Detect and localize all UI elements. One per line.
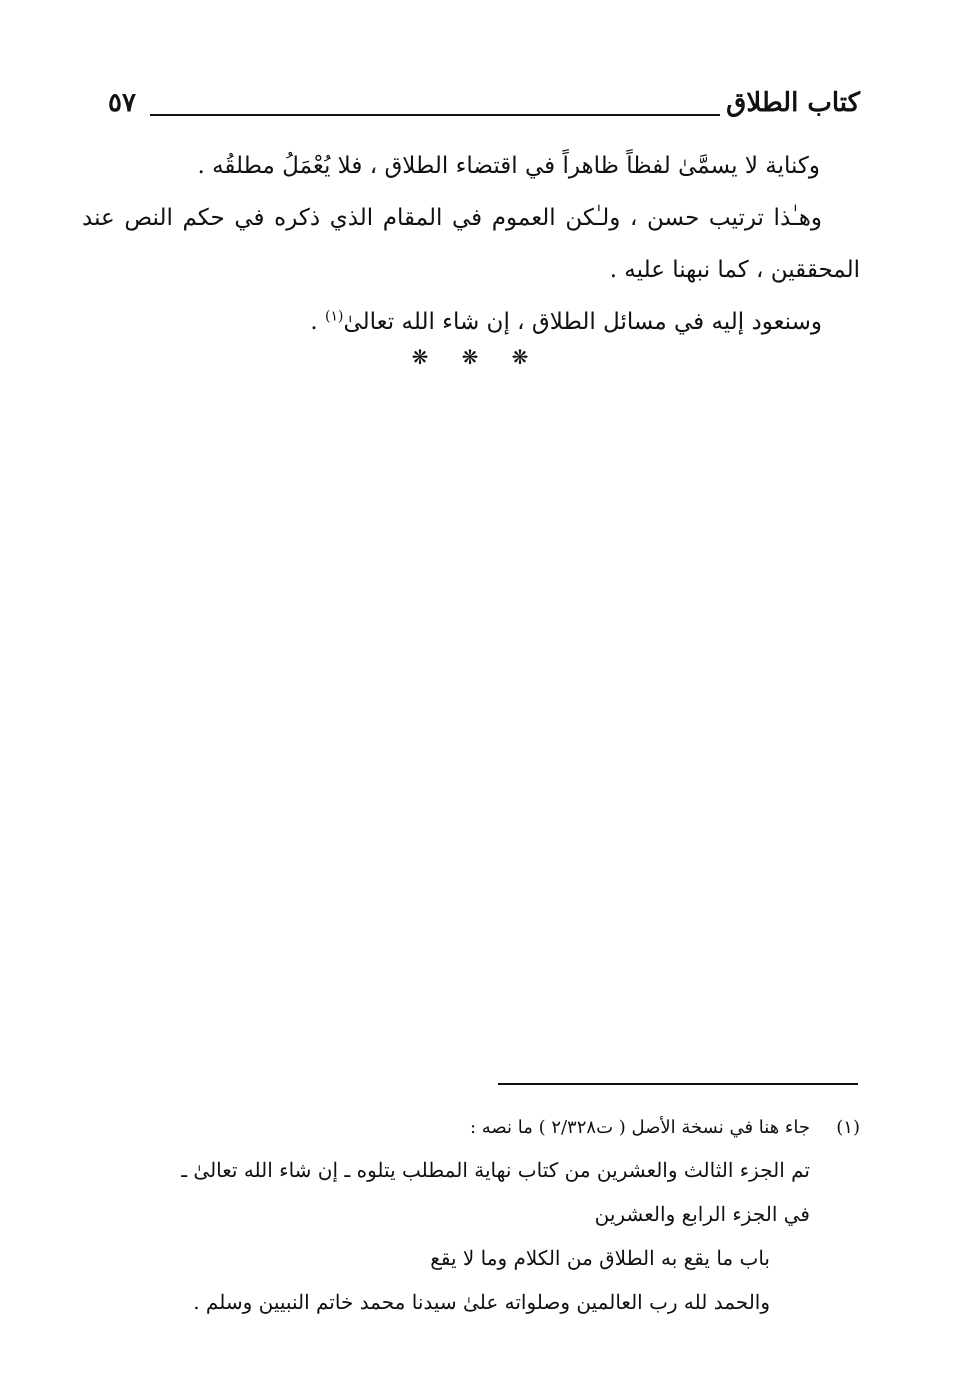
footnote-reference[interactable]: (١) (325, 308, 344, 325)
paragraph-3 (82, 296, 860, 348)
separator-star: ❋ (461, 345, 479, 369)
paragraph-3-text: وسنعود إليه في مسائل الطلاق ، إن شاء الله تعالىٰ (343, 309, 822, 335)
footnote-line-4: والحمد لله رب العالمين وصلواته علىٰ سيدنا محمد خاتم النبيين وسلم . (193, 1290, 770, 1314)
footnote-1 (82, 1108, 860, 1148)
footnote-line-1: تم الجزء الثالث والعشرين من كتاب نهاية المطلب يتلوه ـ إن شاء الله تعالىٰ ـ (181, 1158, 810, 1182)
separator-star: ❋ (511, 345, 529, 369)
chapter-title: كتاب الطلاق (726, 88, 860, 118)
paragraph-3-end: . (310, 309, 326, 335)
footnote-rule (498, 1083, 858, 1085)
footnotes (82, 1108, 860, 1324)
footnote-number: (١) (836, 1117, 860, 1138)
page-number: ٥٧ (108, 88, 136, 118)
separator-star: ❋ (411, 345, 429, 369)
paragraph-2: وهـٰذا ترتيب حسن ، ولـٰكن العموم في المقام الذي ذكره في حكم النص عند المحققين ، كما نبهنا عليه . (82, 205, 860, 283)
header-rule (150, 114, 720, 116)
section-separator (410, 345, 530, 369)
paragraph-1: وكناية لا يسمَّىٰ لفظاً ظاهراً في اقتضاء الطلاق ، فلا يُعْمَلُ مطلقُه . (197, 153, 820, 179)
footnote-line-3: باب ما يقع به الطلاق من الكلام وما لا يقع (430, 1246, 770, 1270)
footnote-line-2: في الجزء الرابع والعشرين (594, 1202, 810, 1226)
main-text (82, 140, 860, 348)
running-header (108, 88, 860, 128)
footnote-intro: جاء هنا في نسخة الأصل ( ت٢/٣٢٨ ) ما نصه : (469, 1117, 810, 1138)
